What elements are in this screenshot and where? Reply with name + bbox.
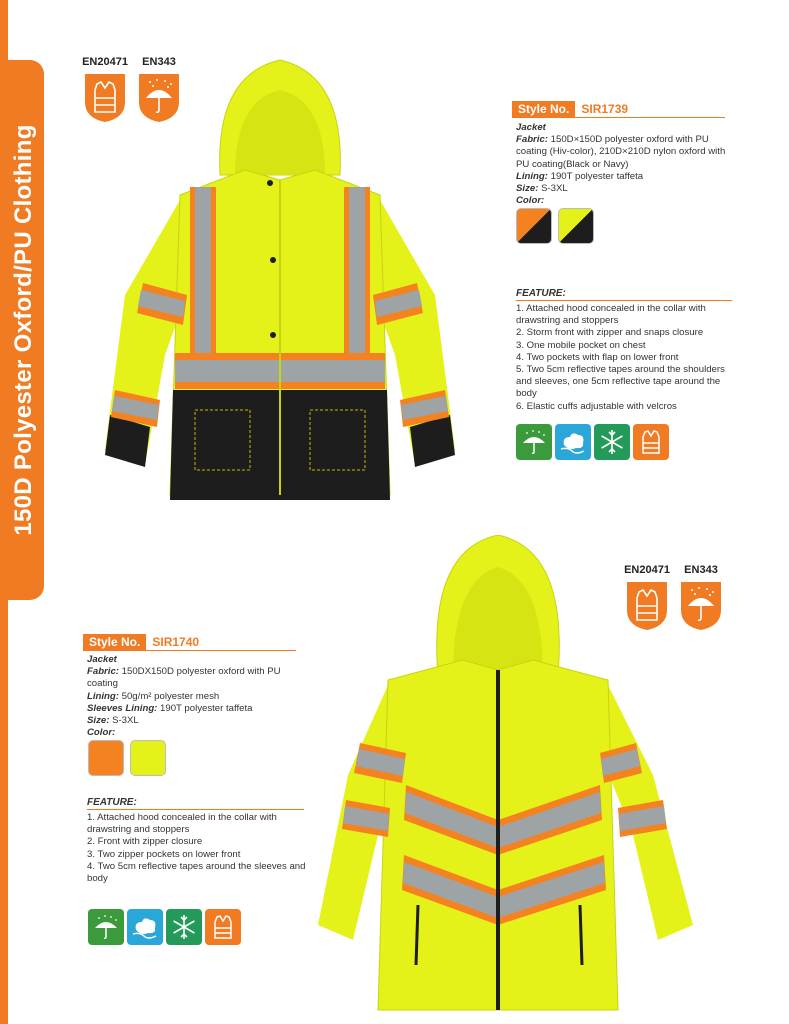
sidebar: [0, 0, 52, 1024]
swatch-yellow[interactable]: [130, 740, 166, 776]
feature-item: 2. Front with zipper closure: [87, 836, 203, 848]
spec-size: Size: S-3XL: [87, 715, 139, 727]
feature-item: 3. Two zipper pockets on lower front: [87, 848, 241, 860]
jacket-sir1739-image: [105, 55, 455, 510]
rain-icon: [516, 424, 552, 460]
rain-icon: [88, 909, 124, 945]
swatch-orange[interactable]: [88, 740, 124, 776]
color-label: Color:: [87, 727, 116, 739]
vest-icon: [205, 909, 241, 945]
feature-list-2: [87, 812, 309, 885]
spec-fabric: Fabric: 150D×150D polyester oxford with PU coating (Hiv-color), 210D×210D nylon oxford with PU coating(Black or Navy): [516, 134, 726, 170]
feature-title-1: FEATURE:: [516, 288, 732, 301]
feature-item: 2. Storm front with zipper and snaps closure: [516, 327, 704, 339]
product-type: Jacket: [516, 122, 546, 133]
style-no-label: Style No.: [83, 634, 146, 651]
snowflake-icon: [166, 909, 202, 945]
wind-icon: [127, 909, 163, 945]
spec-sleeves-lining: Sleeves Lining: 190T polyester taffeta: [87, 702, 253, 714]
cert-code: EN343: [142, 56, 176, 68]
spec-fabric: Fabric: 150DX150D polyester oxford with PU coating: [87, 666, 281, 690]
color-label: Color:: [516, 195, 545, 207]
wind-icon: [555, 424, 591, 460]
swatch-yellow-black[interactable]: [558, 208, 594, 244]
feature-icons-1: [516, 424, 669, 460]
spec-lining: Lining: 50g/m² polyester mesh: [87, 690, 220, 702]
feature-item: 4. Two pockets with flap on lower front: [516, 351, 679, 363]
feature-list-1: [516, 303, 734, 413]
feature-item: 1. Attached hood concealed in the collar with drawstring and stoppers: [87, 812, 277, 836]
cert-code: EN20471: [624, 564, 670, 576]
feature-item: 5. Two 5cm reflective tapes around the shoulders and sleeves, one 5cm reflective tape around the body: [516, 364, 725, 400]
feature-icons-2: [88, 909, 241, 945]
color-swatches-2: [88, 740, 166, 776]
style-header-1: [512, 101, 725, 118]
snowflake-icon: [594, 424, 630, 460]
cert-code: EN20471: [82, 56, 128, 68]
feature-item: 3. One mobile pocket on chest: [516, 339, 646, 351]
vest-icon: [633, 424, 669, 460]
spec-size: Size: S-3XL: [516, 183, 568, 195]
feature-item: 6. Elastic cuffs adjustable with velcros: [516, 400, 677, 412]
jacket-sir1740-image: [318, 535, 693, 1015]
spec-lining: Lining: 190T polyester taffeta: [516, 170, 644, 182]
style-code: SIR1740: [146, 634, 296, 651]
swatch-orange-black[interactable]: [516, 208, 552, 244]
cert-code: EN343: [684, 564, 718, 576]
category-title: 150D Polyester Oxford/PU Clothing: [10, 124, 37, 536]
feature-item: 1. Attached hood concealed in the collar with drawstring and stoppers: [516, 303, 706, 327]
style-header-2: [83, 634, 296, 651]
feature-item: 4. Two 5cm reflective tapes around the sleeves and body: [87, 860, 306, 885]
style-no-label: Style No.: [512, 101, 575, 118]
feature-title-2: FEATURE:: [87, 797, 304, 810]
spec-block-1: [516, 122, 731, 207]
sidebar-title-tab: [4, 60, 44, 600]
style-code: SIR1739: [575, 101, 725, 118]
spec-block-2: [87, 654, 307, 739]
product-type: Jacket: [87, 654, 117, 665]
color-swatches-1: [516, 208, 594, 244]
